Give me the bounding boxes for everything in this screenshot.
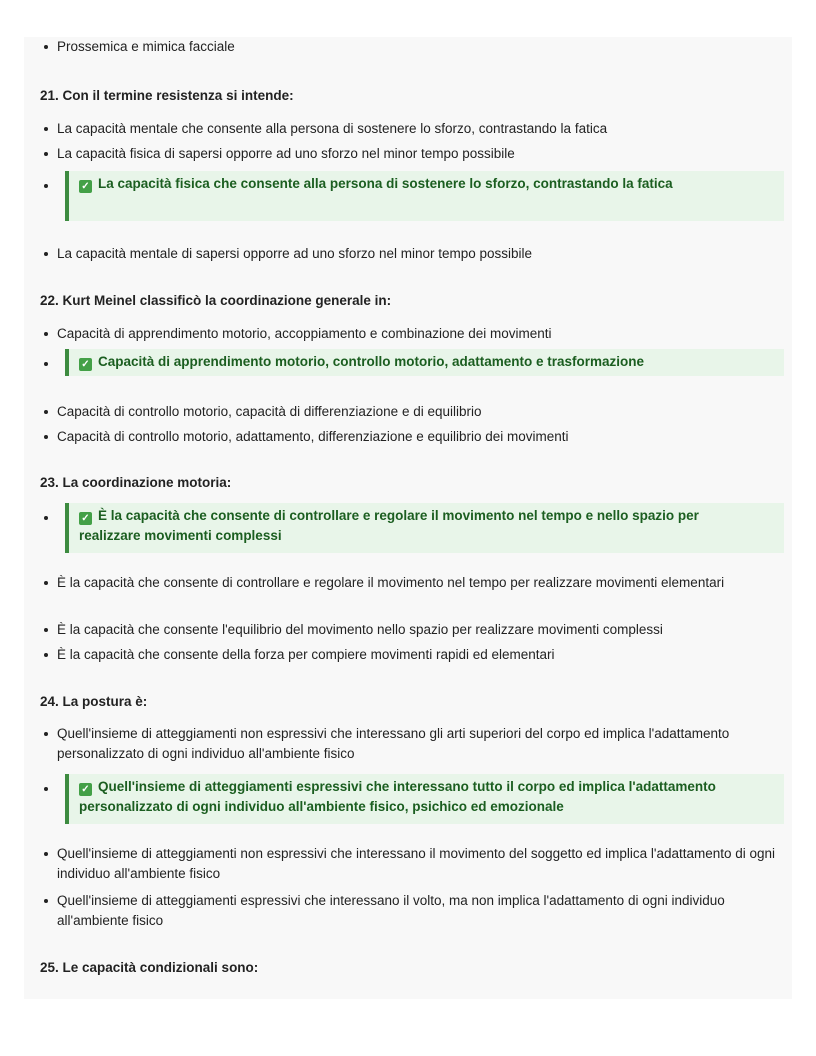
answer-text: Quell'insieme di atteggiamenti non espressivi che interessano il movimento del soggetto ed implica l'adattamento di ogni individuo all'ambiente fisico bbox=[57, 846, 776, 881]
answer-option bbox=[40, 573, 784, 593]
answer-text: Capacità di apprendimento motorio, accoppiamento e combinazione dei movimenti bbox=[57, 326, 552, 341]
answer-option bbox=[40, 144, 784, 164]
answer-text: La capacità fisica di sapersi opporre ad uno sforzo nel minor tempo possibile bbox=[57, 146, 515, 161]
question-title: 23. La coordinazione motoria: bbox=[40, 475, 232, 490]
check-icon: ✓ bbox=[79, 358, 92, 371]
answer-option bbox=[40, 427, 784, 447]
answer-text: Capacità di controllo motorio, adattamento, differenziazione e equilibrio dei movimenti bbox=[57, 429, 569, 444]
correct-answer-box bbox=[65, 349, 784, 376]
answer-option bbox=[40, 37, 784, 57]
answer-text: La capacità mentale di sapersi opporre ad uno sforzo nel minor tempo possibile bbox=[57, 246, 533, 261]
answer-text: Quell'insieme di atteggiamenti non espressivi che interessano gli arti superiori del corpo ed implica l'adattamento personalizzato di ogni individuo all'ambiente fisico bbox=[57, 726, 730, 761]
check-icon: ✓ bbox=[79, 180, 92, 193]
answer-text: Quell'insieme di atteggiamenti espressivi che interessano il volto, ma non implica l'adattamento di ogni individuo all'ambiente fisico bbox=[57, 893, 725, 928]
question-title: 21. Con il termine resistenza si intende: bbox=[40, 88, 294, 103]
answer-text: Quell'insieme di atteggiamenti espressivi che interessano tutto il corpo ed implica l'adattamento personalizzato di ogni individuo all'ambiente fisico, psichico ed emozionale bbox=[79, 779, 716, 814]
answer-option bbox=[40, 620, 784, 640]
answer-text: È la capacità che consente di controllare e regolare il movimento nel tempo per realizzare movimenti elementari bbox=[57, 575, 725, 590]
answer-option bbox=[40, 645, 784, 665]
correct-answer-box bbox=[65, 503, 784, 553]
quiz-page bbox=[24, 37, 792, 999]
correct-answer-box bbox=[65, 774, 784, 824]
check-icon: ✓ bbox=[79, 512, 92, 525]
answer-option bbox=[40, 119, 784, 139]
check-icon: ✓ bbox=[79, 783, 92, 796]
answer-option bbox=[40, 324, 784, 344]
answer-option bbox=[40, 402, 784, 422]
answer-text: È la capacità che consente di controllare e regolare il movimento nel tempo e nello spazio per realizzare movimenti complessi bbox=[79, 508, 699, 543]
correct-answer-box bbox=[65, 171, 784, 221]
answer-text: Capacità di apprendimento motorio, controllo motorio, adattamento e trasformazione bbox=[98, 354, 645, 369]
answer-option bbox=[40, 891, 784, 931]
answer-text: La capacità mentale che consente alla persona di sostenere lo sforzo, contrastando la fatica bbox=[57, 121, 608, 136]
correct-answer-option bbox=[40, 503, 784, 553]
answer-text: È la capacità che consente l'equilibrio del movimento nello spazio per realizzare movimenti complessi bbox=[57, 622, 663, 637]
answer-text: Prossemica e mimica facciale bbox=[57, 39, 235, 54]
answer-text: Capacità di controllo motorio, capacità di differenziazione e di equilibrio bbox=[57, 404, 482, 419]
correct-answer-option bbox=[40, 774, 784, 824]
question-title: 25. Le capacità condizionali sono: bbox=[40, 960, 259, 975]
answer-text: È la capacità che consente della forza per compiere movimenti rapidi ed elementari bbox=[57, 647, 555, 662]
question-title: 24. La postura è: bbox=[40, 694, 148, 709]
correct-answer-option bbox=[40, 171, 784, 221]
answer-option bbox=[40, 244, 784, 264]
question-title: 22. Kurt Meinel classificò la coordinazione generale in: bbox=[40, 293, 392, 308]
answer-text: La capacità fisica che consente alla persona di sostenere lo sforzo, contrastando la fatica bbox=[98, 176, 673, 191]
answer-option bbox=[40, 844, 784, 884]
answer-option bbox=[40, 724, 784, 764]
correct-answer-option bbox=[40, 349, 784, 376]
